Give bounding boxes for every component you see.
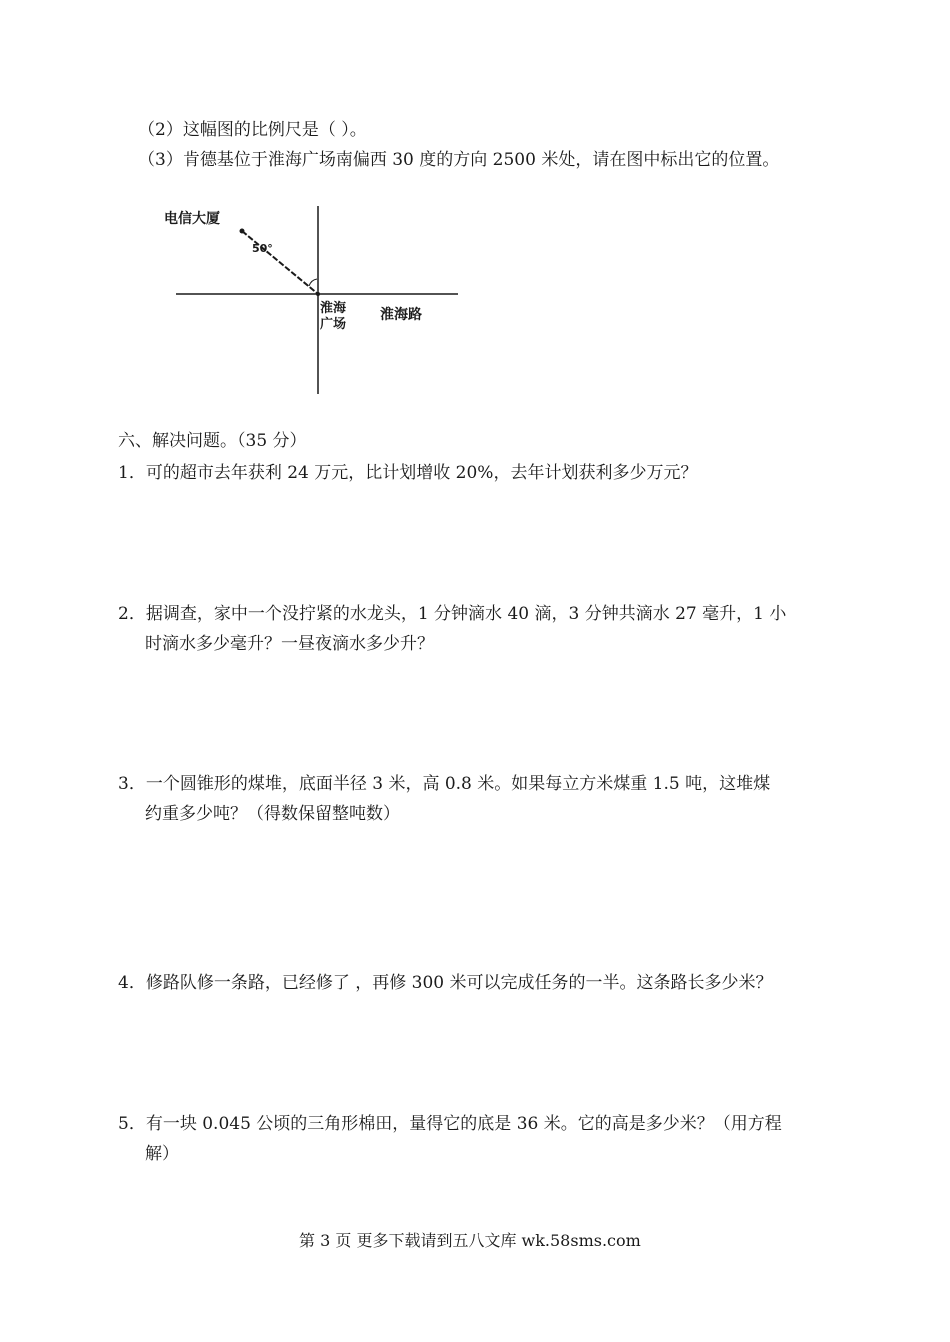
problem-3-line-2: 约重多少吨？（得数保留整吨数）: [145, 804, 400, 824]
problem-2-line-1: 2．据调查，家中一个没拧紧的水龙头，1 分钟滴水 40 滴，3 分钟共滴水 27 毫升，1 小: [118, 604, 787, 624]
label-road: 淮海路: [380, 307, 422, 323]
direction-line-building: [242, 231, 318, 294]
label-plaza-line1: 淮海: [320, 301, 347, 316]
label-plaza-line2: 广场: [320, 317, 347, 332]
problem-1-line-1: 1．可的超市去年获利 24 万元，比计划增收 20%，去年计划获利多少万元？: [118, 463, 698, 483]
label-angle: 50°: [252, 242, 273, 255]
plaza-point: [316, 292, 320, 296]
question-2-scale: （2）这幅图的比例尺是（ ）。: [138, 120, 367, 140]
problem-4-line-1: 4．修路队修一条路，已经修了 ，再修 300 米可以完成任务的一半。这条路长多少米？: [118, 973, 773, 993]
label-building: 电信大厦: [164, 211, 220, 227]
angle-arc: [309, 279, 317, 286]
direction-diagram: [150, 196, 470, 401]
question-3-kfc-location: （3）肯德基位于淮海广场南偏西 30 度的方向 2500 米处，请在图中标出它的位置。: [138, 150, 780, 170]
section-6-heading: 六、解决问题。（35 分）: [118, 431, 307, 451]
problem-3-line-1: 3．一个圆锥形的煤堆，底面半径 3 米，高 0.8 米。如果每立方米煤重 1.5 吨，这堆煤: [118, 774, 771, 794]
problem-2-line-2: 时滴水多少毫升？一昼夜滴水多少升？: [145, 634, 434, 654]
problem-5-line-2: 解）: [145, 1144, 179, 1164]
problem-5-line-1: 5．有一块 0.045 公顷的三角形棉田，量得它的底是 36 米。它的高是多少米？（用方程: [118, 1114, 782, 1134]
page-footer: 第 3 页 更多下载请到五八文库 wk.58sms.com: [299, 1231, 641, 1250]
building-point: [240, 229, 245, 234]
